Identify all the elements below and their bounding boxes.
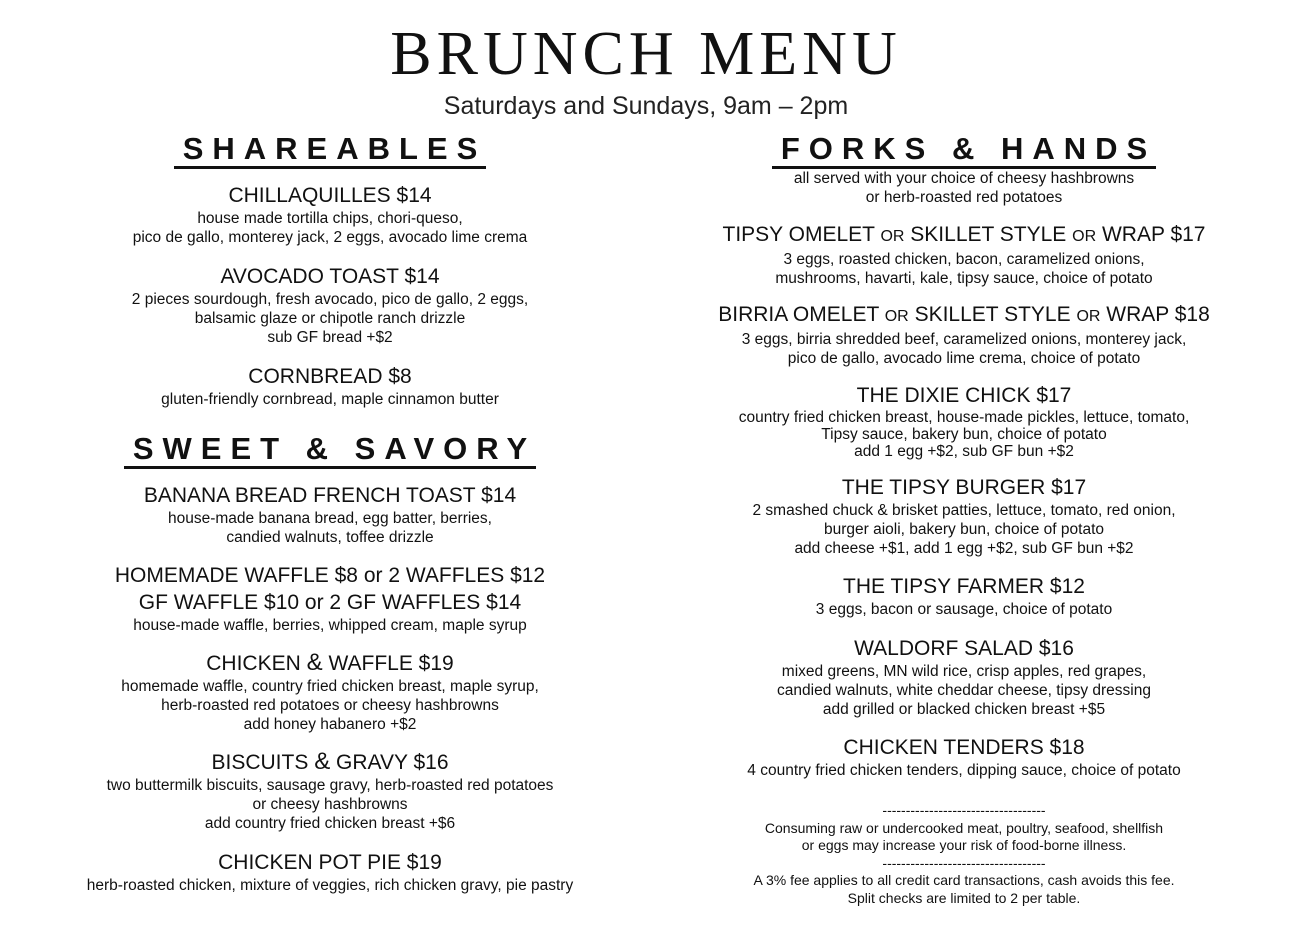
menu-item-tipsy-omelet: [672, 221, 1256, 288]
item-description-line: pico de gallo, monterey jack, 2 eggs, avocado lime crema: [132, 229, 528, 246]
item-name-part: WRAP $17: [1096, 223, 1206, 246]
item-name: BANANA BREAD FRENCH TOAST $14: [143, 484, 517, 507]
item-description-line: 3 eggs, bacon or sausage, choice of potato: [815, 601, 1113, 618]
or-separator: OR: [1076, 308, 1101, 325]
item-description-line: candied walnuts, white cheddar cheese, tipsy dressing: [777, 682, 1151, 699]
item-description-line: house made tortilla chips, chori-queso,: [197, 210, 463, 227]
item-name-part: WRAP $18: [1100, 303, 1210, 326]
item-description-line: herb-roasted red potatoes or cheesy hashbrowns: [161, 697, 499, 714]
item-description-line: two buttermilk biscuits, sausage gravy, herb-roasted red potatoes: [106, 777, 554, 794]
item-name-part: GRAVY $16: [330, 751, 449, 774]
section-intro: [672, 169, 1256, 207]
item-name-part: TIPSY OMELET: [722, 223, 881, 246]
item-name: [672, 221, 1256, 250]
menu-item-chicken-pot-pie: [40, 849, 620, 895]
divider: -----------------------------------: [882, 802, 1046, 818]
ampersand: &: [314, 748, 331, 775]
menu-item-banana-bread-french-toast: [40, 482, 620, 547]
item-name: THE TIPSY BURGER $17: [841, 476, 1087, 499]
item-name-part: SKILLET STYLE: [904, 223, 1073, 246]
item-description-line: add 1 egg +$2, sub GF bun +$2: [854, 443, 1074, 460]
item-name-part: SKILLET STYLE: [908, 303, 1077, 326]
section-heading-label: FORKS & HANDS: [772, 132, 1156, 169]
item-description-line: gluten-friendly cornbread, maple cinnamon butter: [161, 391, 499, 408]
item-name: AVOCADO TOAST $14: [220, 265, 440, 288]
item-name-part: BIRRIA OMELET: [718, 303, 885, 326]
menu-item-tipsy-burger: [672, 474, 1256, 558]
or-separator: OR: [880, 228, 905, 245]
item-description-line: 3 eggs, birria shredded beef, caramelized onions, monterey jack,: [741, 331, 1187, 348]
item-description-line: 2 pieces sourdough, fresh avocado, pico de gallo, 2 eggs,: [131, 291, 529, 308]
fee-notice-line: Split checks are limited to 2 per table.: [847, 889, 1081, 906]
item-description-line: mixed greens, MN wild rice, crisp apples, red grapes,: [781, 663, 1147, 680]
item-name: WALDORF SALAD $16: [854, 637, 1074, 660]
section-heading-label: SWEET & SAVORY: [124, 432, 536, 469]
item-name-secondary: GF WAFFLE $10 or 2 GF WAFFLES $14: [138, 591, 522, 614]
item-description-line: herb-roasted chicken, mixture of veggies, rich chicken gravy, pie pastry: [86, 877, 574, 894]
section-heading-sweet-savory: [40, 432, 620, 469]
ampersand: &: [306, 649, 323, 676]
menu-item-biscuits-gravy: [40, 748, 620, 833]
section-heading-label: SHAREABLES: [174, 132, 487, 169]
item-name: CHICKEN POT PIE $19: [218, 851, 442, 874]
fee-notice-line: A 3% fee applies to all credit card transactions, cash avoids this fee.: [753, 872, 1175, 888]
item-name: [40, 649, 620, 677]
menu-title: BRUNCH MENU: [390, 20, 902, 88]
item-description-line: 3 eggs, roasted chicken, bacon, caramelized onions,: [783, 251, 1145, 268]
item-description-line: country fried chicken breast, house-made pickles, lettuce, tomato,: [738, 409, 1190, 426]
section-heading-forks-hands: [672, 132, 1256, 169]
item-name: THE TIPSY FARMER $12: [843, 575, 1085, 598]
menu-item-birria-omelet: [672, 301, 1256, 368]
item-name: CHICKEN TENDERS $18: [843, 736, 1085, 759]
item-description-line: 4 country fried chicken tenders, dipping sauce, choice of potato: [747, 762, 1181, 779]
item-description-line: candied walnuts, toffee drizzle: [226, 529, 434, 546]
item-description-line: burger aioli, bakery bun, choice of potato: [823, 521, 1105, 538]
item-name: [672, 301, 1256, 330]
item-description-line: house-made banana bread, egg batter, berries,: [167, 510, 492, 527]
section-heading-shareables: [40, 132, 620, 169]
health-notice-line: or eggs may increase your risk of food-borne illness.: [801, 837, 1127, 853]
item-name: THE DIXIE CHICK $17: [856, 384, 1072, 407]
intro-line: all served with your choice of cheesy hashbrowns: [793, 170, 1135, 187]
item-description-line: house-made waffle, berries, whipped cream, maple syrup: [133, 617, 527, 634]
item-name: CHILLAQUILLES $14: [228, 184, 432, 207]
menu-item-chicken-tenders: [672, 734, 1256, 780]
menu-item-cornbread: [40, 363, 620, 409]
item-name: HOMEMADE WAFFLE $8 or 2 WAFFLES $12: [114, 564, 546, 587]
item-name: [40, 748, 620, 776]
menu-item-chillaquilles: [40, 182, 620, 247]
item-name: CORNBREAD $8: [248, 365, 412, 388]
intro-line: or herb-roasted red potatoes: [865, 189, 1063, 206]
item-description-line: homemade waffle, country fried chicken breast, maple syrup,: [121, 678, 539, 695]
menu-item-waldorf-salad: [672, 635, 1256, 719]
item-description-line: add grilled or blacked chicken breast +$5: [822, 701, 1106, 718]
footer-notices: [672, 802, 1256, 907]
item-description-line: Tipsy sauce, bakery bun, choice of potato: [821, 426, 1107, 443]
item-description-line: balsamic glaze or chipotle ranch drizzle: [194, 310, 466, 327]
item-description-line: add honey habanero +$2: [243, 716, 417, 733]
menu-item-avocado-toast: [40, 263, 620, 347]
item-description-line: add cheese +$1, add 1 egg +$2, sub GF bun +$2: [794, 540, 1134, 557]
or-separator: OR: [884, 308, 909, 325]
divider: -----------------------------------: [882, 854, 1046, 871]
item-description-line: pico de gallo, avocado lime crema, choice of potato: [787, 350, 1141, 367]
menu-item-waffles: [40, 562, 620, 635]
menu-item-chicken-waffle: [40, 649, 620, 734]
item-description-line: sub GF bread +$2: [267, 329, 393, 346]
menu-hours: Saturdays and Sundays, 9am – 2pm: [443, 92, 849, 120]
menu-item-tipsy-farmer: [672, 573, 1256, 619]
menu-item-dixie-chick: [672, 382, 1256, 460]
item-name-part: BISCUITS: [211, 751, 315, 774]
item-description-line: or cheesy hashbrowns: [252, 796, 408, 813]
item-name-part: CHICKEN: [206, 652, 307, 675]
item-description-line: 2 smashed chuck & brisket patties, lettuce, tomato, red onion,: [752, 502, 1176, 519]
item-name-part: WAFFLE $19: [322, 652, 454, 675]
item-description-line: add country fried chicken breast +$6: [204, 815, 456, 832]
or-separator: OR: [1072, 228, 1097, 245]
health-notice-line: Consuming raw or undercooked meat, poultry, seafood, shellfish: [764, 819, 1164, 836]
item-description-line: mushrooms, havarti, kale, tipsy sauce, choice of potato: [775, 270, 1153, 287]
